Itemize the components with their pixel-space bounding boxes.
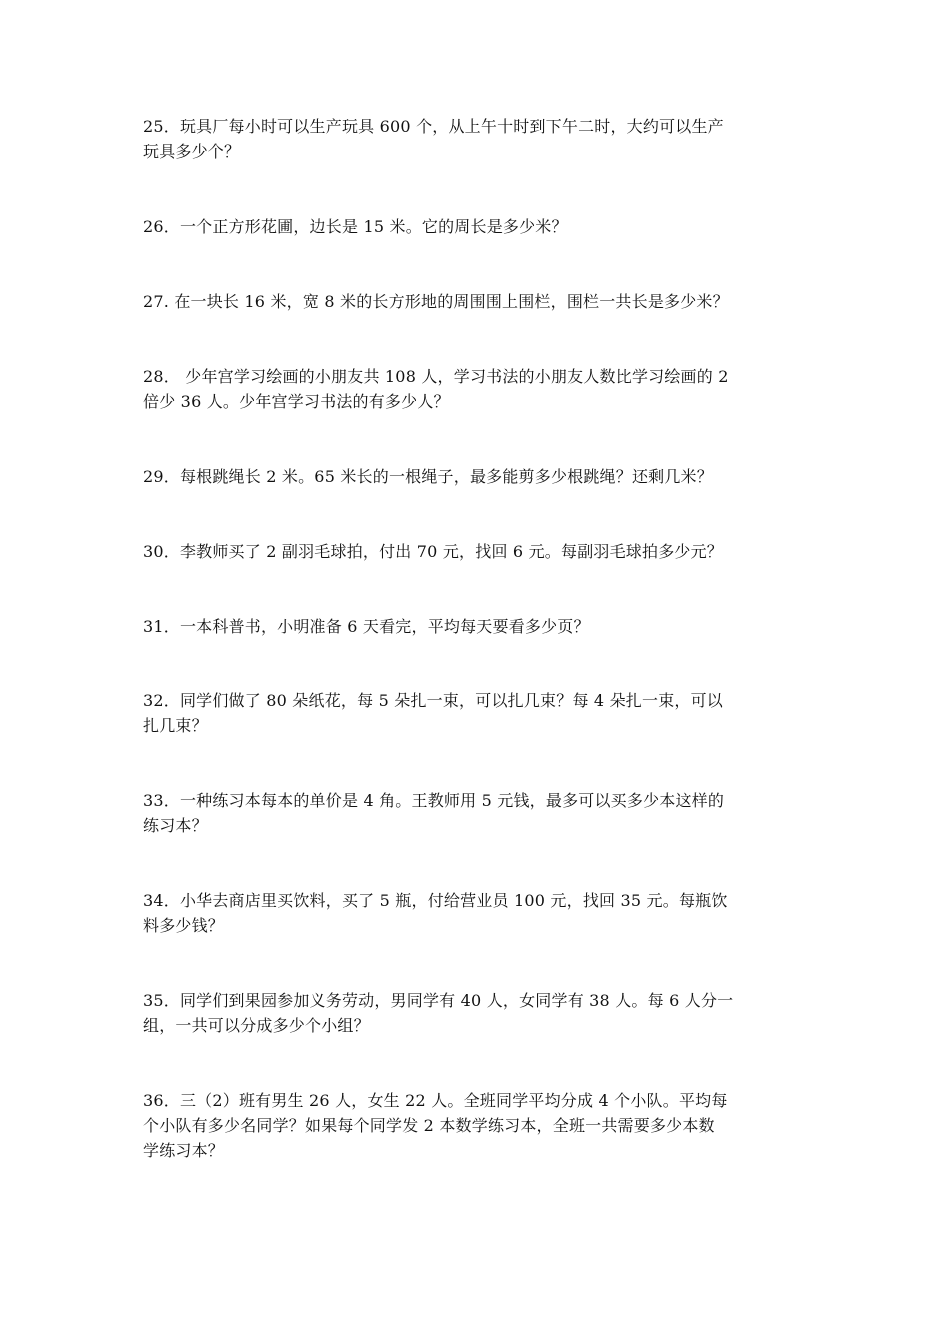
question-line: 35．同学们到果园参加义务劳动，男同学有 40 人，女同学有 38 人。每 6 人分一	[143, 991, 734, 1010]
question-line: 28． 少年宫学习绘画的小朋友共 108 人，学习书法的小朋友人数比学习绘画的 2	[143, 367, 729, 386]
question-line: 27. 在一块长 16 米，宽 8 米的长方形地的周围围上围栏，围栏一共长是多少米？	[143, 292, 729, 311]
question-line: 29．每根跳绳长 2 米。65 米长的一根绳子，最多能剪多少根跳绳？还剩几米？	[143, 467, 713, 486]
question-32	[143, 688, 813, 738]
question-line: 30．李教师买了 2 副羽毛球拍，付出 70 元，找回 6 元。每副羽毛球拍多少元？	[143, 542, 723, 561]
question-line: 扎几束？	[143, 716, 208, 735]
question-line: 组，一共可以分成多少个小组？	[143, 1016, 370, 1035]
question-line: 34．小华去商店里买饮料，买了 5 瓶，付给营业员 100 元，找回 35 元。每瓶饮	[143, 891, 728, 910]
question-33	[143, 788, 813, 838]
question-line: 31．一本科普书，小明准备 6 天看完，平均每天要看多少页？	[143, 617, 590, 636]
question-line: 25．玩具厂每小时可以生产玩具 600 个，从上午十时到下午二时，大约可以生产	[143, 117, 724, 136]
question-line: 32．同学们做了 80 朵纸花，每 5 朵扎一束，可以扎几束？每 4 朵扎一束，可以	[143, 691, 723, 710]
question-28	[143, 364, 813, 414]
question-30	[143, 539, 813, 564]
question-line: 练习本？	[143, 816, 208, 835]
question-line: 玩具多少个？	[143, 142, 241, 161]
question-35	[143, 988, 813, 1038]
question-31	[143, 614, 813, 639]
question-25	[143, 114, 813, 164]
question-27	[143, 289, 813, 314]
question-34	[143, 888, 813, 938]
question-line: 学练习本？	[143, 1141, 225, 1160]
question-line: 33．一种练习本每本的单价是 4 角。王教师用 5 元钱，最多可以买多少本这样的	[143, 791, 725, 810]
question-line: 26．一个正方形花圃，边长是 15 米。它的周长是多少米？	[143, 217, 568, 236]
question-line: 料多少钱？	[143, 916, 225, 935]
question-29	[143, 464, 813, 489]
question-36	[143, 1088, 813, 1163]
question-line: 个小队有多少名同学？如果每个同学发 2 本数学练习本，全班一共需要多少本数	[143, 1116, 715, 1135]
question-26	[143, 214, 813, 239]
question-line: 倍少 36 人。少年宫学习书法的有多少人？	[143, 392, 450, 411]
question-line: 36．三（2）班有男生 26 人，女生 22 人。全班同学平均分成 4 个小队。平均每	[143, 1091, 728, 1110]
